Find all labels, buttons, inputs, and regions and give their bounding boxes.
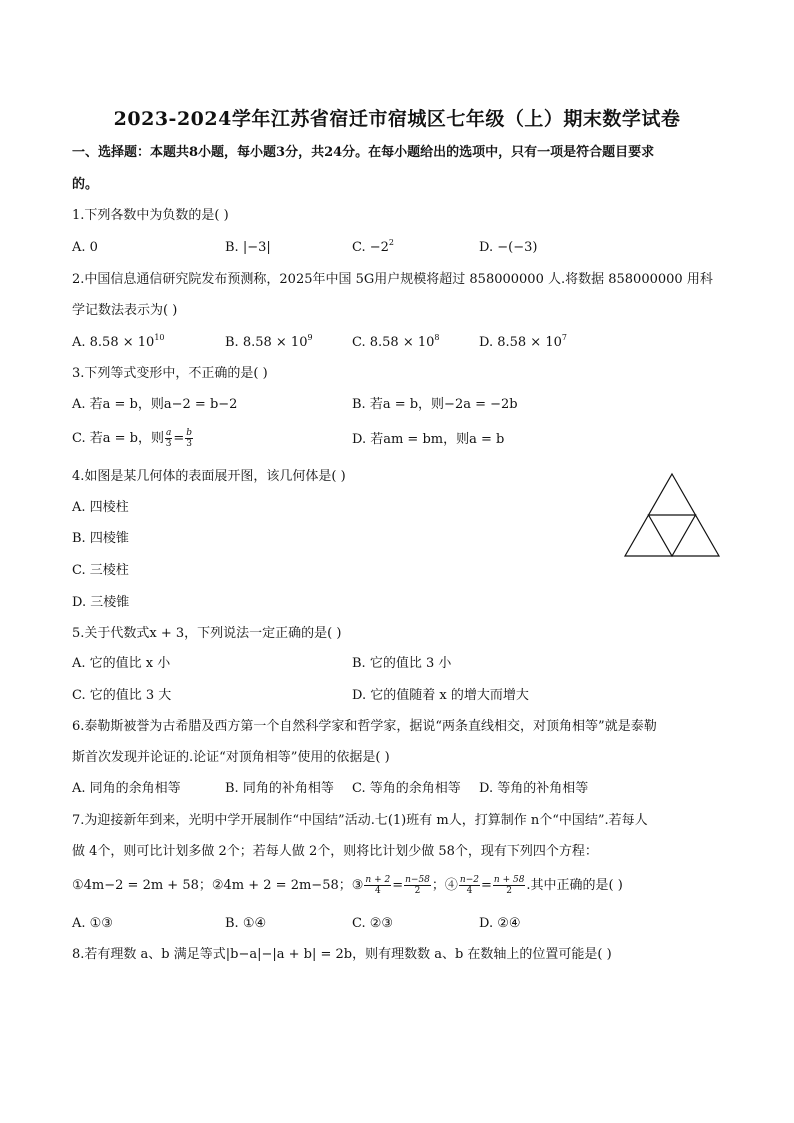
q1-stem: 1.下列各数中为负数的是( ) bbox=[72, 208, 229, 223]
q3-equals: = bbox=[173, 431, 185, 446]
q7-frac-1 bbox=[364, 875, 391, 896]
frac-denominator: 3 bbox=[186, 439, 193, 449]
q6-option-d: D. 等角的补角相等 bbox=[479, 781, 589, 796]
q3-option-d: D. 若am = bm，则a = b bbox=[352, 432, 505, 447]
q3-option-c bbox=[72, 428, 194, 449]
q4-option-c: C. 三棱柱 bbox=[72, 563, 129, 578]
q7-frac-4 bbox=[493, 875, 526, 896]
exam-title: 2023-2024学年江苏省宿迁市宿城区七年级（上）期末数学试卷 bbox=[113, 108, 681, 130]
q7-option-b: B. ①④ bbox=[225, 916, 267, 931]
q2-option-a bbox=[72, 333, 165, 353]
q5-option-d: D. 它的值随着 x 的增大而增大 bbox=[352, 688, 529, 703]
q2-option-d-exp: 7 bbox=[561, 333, 567, 342]
q2-line1: 2.中国信息通信研究院发布预测称，2025年中国 5G用户规模将超过 858000000 人.将数据 858000000 用科 bbox=[72, 272, 713, 287]
frac-numerator: a bbox=[165, 428, 172, 438]
q1-option-c bbox=[352, 238, 394, 258]
q4-option-a: A. 四棱柱 bbox=[72, 500, 129, 515]
frac-numerator: n + 2 bbox=[365, 875, 391, 885]
net-figure-triangles bbox=[622, 470, 722, 560]
q8-stem: 8.若有理数 a、b 满足等式|b−a|−|a + b| = 2b，则有理数数 a、b 在数轴上的位置可能是( ) bbox=[72, 947, 612, 962]
q6-option-c: C. 等角的余角相等 bbox=[352, 781, 461, 796]
q6-line2: 斯首次发现并论证的.论证“对顶角相等”使用的依据是( ) bbox=[72, 750, 390, 765]
frac-denominator: 4 bbox=[374, 886, 381, 896]
q6-line1: 6.泰勒斯被誉为古希腊及西方第一个自然科学家和哲学家，据说“两条直线相交，对顶角相等”就是泰勒 bbox=[72, 719, 657, 734]
q5-option-b: B. 它的值比 3 小 bbox=[352, 656, 452, 671]
frac-denominator: 2 bbox=[506, 886, 513, 896]
q1-option-b: B. |−3| bbox=[225, 240, 271, 255]
q7-tail: .其中正确的是( ) bbox=[526, 878, 623, 893]
q7-frac-3 bbox=[459, 875, 480, 896]
q7-option-c: C. ②③ bbox=[352, 916, 394, 931]
q1-option-d: D. −(−3) bbox=[479, 240, 538, 255]
q3-option-b: B. 若a = b，则−2a = −2b bbox=[352, 397, 518, 412]
q3-stem: 3.下列等式变形中，不正确的是( ) bbox=[72, 366, 268, 381]
section-heading-line1: 一、选择题：本题共8小题，每小题3分，共24分。在每小题给出的选项中，只有一项是符合题目要求 bbox=[72, 145, 655, 160]
q2-option-a-exp: 10 bbox=[154, 333, 165, 342]
q2-option-b bbox=[225, 333, 313, 353]
q1-option-a: A. 0 bbox=[72, 240, 98, 255]
q4-option-d: D. 三棱锥 bbox=[72, 595, 130, 610]
q3-option-c-text: C. 若a = b，则 bbox=[72, 431, 164, 446]
q7-frac-2 bbox=[404, 875, 431, 896]
q4-option-b: B. 四棱锥 bbox=[72, 531, 129, 546]
q2-option-a-base: A. 8.58 × 10 bbox=[72, 335, 155, 350]
q3-frac-b-over-3 bbox=[185, 428, 193, 449]
q7-line2: 做 4个，则可比计划多做 2个；若每人做 2个，则将比计划少做 58个，现有下列四个方程： bbox=[72, 844, 598, 859]
q2-option-c-base: C. 8.58 × 10 bbox=[352, 335, 435, 350]
q7-option-d: D. ②④ bbox=[479, 916, 521, 931]
q5-option-c: C. 它的值比 3 大 bbox=[72, 688, 172, 703]
section-heading-line2: 的。 bbox=[72, 177, 99, 192]
frac-denominator: 4 bbox=[466, 886, 473, 896]
q2-option-d-base: D. 8.58 × 10 bbox=[479, 335, 562, 350]
inner-triangle bbox=[649, 515, 696, 556]
q6-option-b: B. 同角的补角相等 bbox=[225, 781, 334, 796]
frac-numerator: n + 58 bbox=[493, 875, 525, 885]
q7-separator: ；④ bbox=[431, 878, 458, 893]
frac-numerator: n−58 bbox=[405, 875, 430, 885]
q3-option-a: A. 若a = b，则a−2 = b−2 bbox=[72, 397, 238, 412]
q2-line2: 学记数法表示为( ) bbox=[72, 303, 178, 318]
q1-option-c-exp: 2 bbox=[388, 238, 395, 247]
q7-equals-1: = bbox=[392, 878, 404, 893]
q2-option-b-exp: 9 bbox=[307, 333, 313, 342]
q7-line1: 7.为迎接新年到来，光明中学开展制作“中国结”活动.七(1)班有 m人，打算制作 n个“中国结”.若每人 bbox=[72, 813, 648, 828]
q5-stem: 5.关于代数式x + 3，下列说法一定正确的是( ) bbox=[72, 626, 342, 641]
q4-stem: 4.如图是某几何体的表面展开图，该几何体是( ) bbox=[72, 469, 346, 484]
frac-numerator: n−2 bbox=[459, 875, 479, 885]
q2-option-c bbox=[352, 333, 440, 353]
q7-eq-text: ①4m−2 = 2m + 58；②4m + 2 = 2m−58；③ bbox=[72, 878, 364, 893]
frac-denominator: 3 bbox=[165, 439, 172, 449]
q2-option-b-base: B. 8.58 × 10 bbox=[225, 335, 308, 350]
frac-numerator: b bbox=[186, 428, 193, 438]
frac-denominator: 2 bbox=[414, 886, 421, 896]
q7-equations bbox=[72, 875, 623, 896]
q7-equals-2: = bbox=[481, 878, 492, 893]
q3-frac-a-over-3 bbox=[165, 428, 172, 449]
q2-option-c-exp: 8 bbox=[434, 333, 440, 342]
q2-option-d bbox=[479, 333, 567, 353]
q1-option-c-base: C. −2 bbox=[352, 240, 389, 255]
q5-option-a: A. 它的值比 x 小 bbox=[72, 656, 171, 671]
q7-option-a: A. ①③ bbox=[72, 916, 113, 931]
q6-option-a: A. 同角的余角相等 bbox=[72, 781, 181, 796]
